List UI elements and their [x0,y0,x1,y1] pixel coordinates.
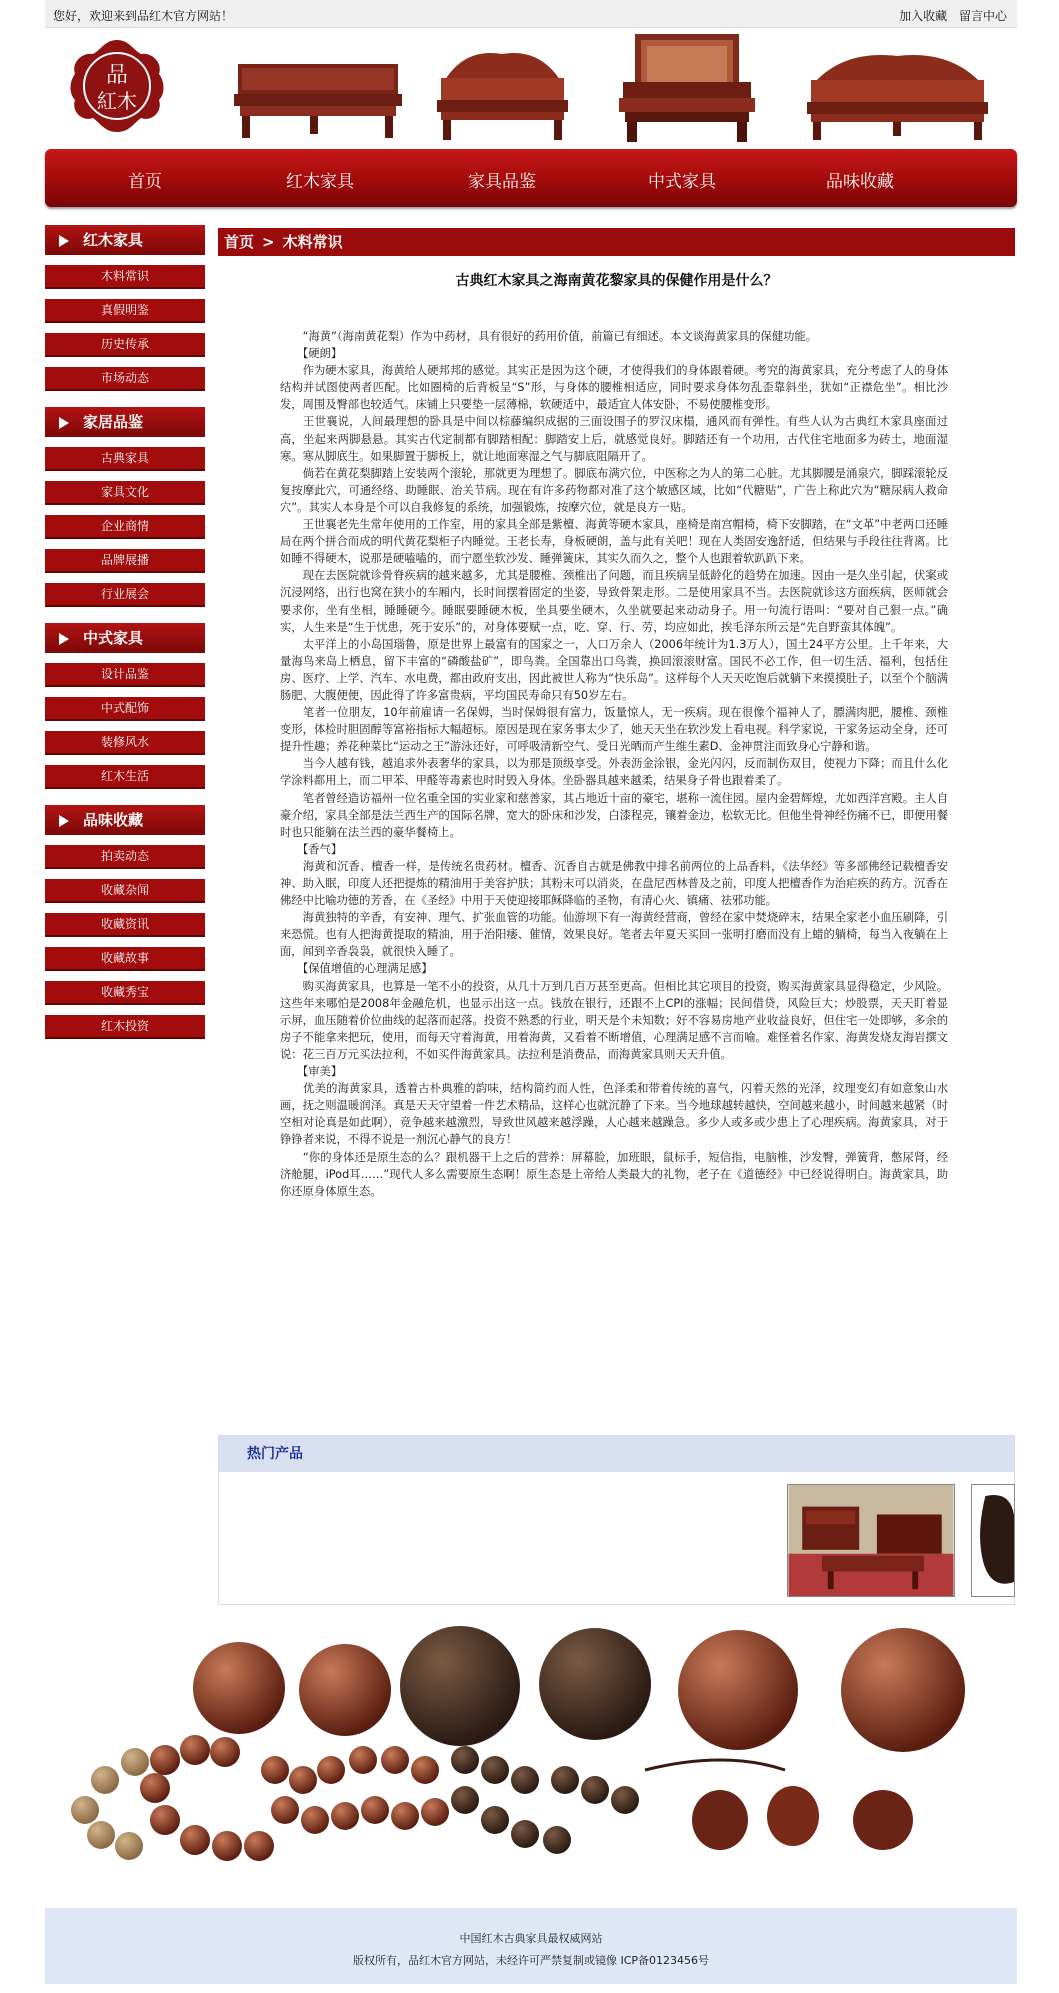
sidebar-item[interactable]: 真假明鉴 [45,299,205,323]
arrow-right-icon [57,814,71,828]
message-link[interactable]: 留言中心 [958,9,1007,23]
sidebar-item[interactable]: 行业展会 [45,583,205,607]
article-paragraph: 笔者曾经造访福州一位名重全国的实业家和慈善家，其占地近十亩的豪宅，堪称一流住园。屋内金碧辉煌，尤如西洋宫殿。主人自豪介绍，家具全部是法兰西生产的国际名牌，宽大的卧床和沙发，白漆程亮，镶着金边，松软无比。但他坐骨神经伤痛不已，即便用餐时也只能躺在法兰西的豪华餐椅上。 [280,791,948,839]
sidebar-item[interactable]: 红木生活 [45,765,205,789]
bookmark-link[interactable]: 加入收藏 [899,9,948,23]
article-title: 古典红木家具之海南黄花黎家具的保健作用是什么？ [455,273,778,289]
sidebar-item[interactable]: 装修风水 [45,731,205,755]
sidebar-group [45,407,205,607]
article-paragraph: 优美的海黄家具，透着古朴典雅的韵味，结构简约而人性，色泽柔和带着传统的喜气，闪着天然的光泽，纹理变幻有如意象山水画，抚之则温暖润泽。真是天天守望着一件艺术精品，这样心也就沉静了下来。当今地球越转越快，空间越来越小，时间越来越紧（时空相对论真是如此啊），竞争越来越激烈，导致世风越来越浮躁，人心越来越躁急。多少人或多或少患上了心理疾病。海黄家具，对于铮铮者来说，不得不说是一剂沉心静气的良方！ [280,1082,948,1147]
sidebar-item[interactable]: 品牌展播 [45,549,205,573]
arrow-right-icon [57,234,71,248]
header-banner [45,28,1017,148]
article-paragraph: 作为硬木家具，海黄给人硬邦邦的感觉。其实正是因为这个硬，才使得我们的身体跟着硬。考究的海黄家具，充分考虑了人的身体结构并试图使两者匹配。比如圈椅的后背板呈“S”形，与身体的腰椎相适应，同时要求身体勿乱歪靠斜坐，犹如“正襟危坐”。相比沙发，周围及臀部也较适气。床铺上只要垫一层薄棉，软硬适中，最适宜人体安卧，不易使腰椎变形。 [280,364,948,412]
sidebar-item[interactable]: 收藏故事 [45,947,205,971]
article-paragraph: 太平洋上的小岛国瑙鲁，原是世界上最富有的国家之一，人口万余人（2006年统计为1.3万人），国土24平方公里。上千年来，大量海鸟来岛上栖息，留下丰富的“磷酸盐矿”，即鸟粪。全国靠出口鸟粪，换回滚滚财富。国民不必工作，但一切生活、福利，包括住房、医疗、上学、汽车、水电费，都由政府支出，因此被世人称为“快乐岛”。这样每个人天天吃饱后就躺下来摸摸肚子，以至个个脑满肠肥、大腹便便，因此得了许多富贵病，平均国民寿命只有50岁左右。 [280,637,948,702]
sidebar-heading: 红木家具 [45,225,205,255]
sidebar-item[interactable]: 市场动态 [45,367,205,391]
article-paragraph: 现在去医院就诊骨脊疾病的越来越多，尤其是腰椎、颈椎出了问题，而且疾病呈低龄化的趋势在加速。因由一是久坐引起，伏案或沉浸网络，出行也窝在狭小的车厢内，长时间摆着固定的坐姿，导致骨架走形。二是使用家具不当。去医院就诊这方面疾病，医师就会要求你，坐有坐相，睡睡硬今。睡眠要睡硬木板，坐具要坐硬木，久坐就要起来动动身子。用一句流行语叫：“要对自己狠一点。”确实，人生来是“生于忧患，死于安乐”的，对身体要赋一点，吃、穿、行、劳，均应如此，挨毛泽东所云是“先自野蛮其体魄”。 [280,569,948,634]
article-paragraph: “你的身体还是原生态的么？跟机器干上之后的营养：屏幕脸，加班眼，鼠标手，短信指，电脑椎，沙发臀，弹簧背，憋尿肾，经济舱腿，iPod耳……”现代人多么需要原生态啊！原生态是上帝给人类最大的礼物，老子在《道德经》中已经说得明白。海黄家具，助你还原身体原生态。 [280,1150,948,1198]
welcome-text: 您好，欢迎来到品红木官方网站！ [53,9,234,23]
sidebar-item[interactable]: 设计品鉴 [45,663,205,687]
article-body [280,328,948,1200]
footer-copyright: 版权所有，品红木官方网站，未经许可严禁复制或镜像 ICP备0123456号 [352,1954,710,1967]
article-section-heading: 【硬朗】 [280,347,343,361]
hot-products-panel [218,1435,1015,1605]
main-nav [45,149,1017,207]
sidebar-item[interactable]: 收藏资讯 [45,913,205,937]
furniture-image-daybed [230,42,405,142]
article-section-heading: “海黄”（海南黄花梨）作为中药材，具有很好的药用价值，前篇已有细述。本文谈海黄家具的保健功能。 [280,330,818,343]
sidebar-item[interactable]: 收藏杂闻 [45,879,205,903]
breadcrumb-home[interactable]: 首页 [224,233,255,251]
furniture-image-throne [617,32,757,144]
breadcrumb-current[interactable]: 木料常识 [282,233,343,251]
sidebar-item[interactable]: 历史传承 [45,333,205,357]
breadcrumb [218,228,1015,256]
sidebar-item[interactable]: 拍卖动态 [45,845,205,869]
sidebar-item[interactable]: 家具文化 [45,481,205,505]
nav-collection[interactable]: 品味收藏 [826,172,894,192]
sidebar-item[interactable]: 红木投资 [45,1015,205,1039]
sidebar-group [45,805,205,1039]
banner-image-beads [45,1620,1017,1900]
article-section-heading: 【香气】 [280,842,343,856]
sidebar-item[interactable]: 古典家具 [45,447,205,471]
article-section-heading: 【审美】 [280,1065,343,1079]
logo-text-bottom: 紅木 [97,89,137,113]
article-paragraph: 当今人越有钱，越追求外表奢华的家具，以为那是顶级享受。外表沥金涂银，金光闪闪，反而制伤双目，使视力下降；而且什么化学涂料都用上，而二甲苯、甲醛等毒素也时时毁入身体。坐卧器具越来越柔，结果身子骨也跟着柔了。 [280,757,948,788]
sidebar-item[interactable]: 收藏秀宝 [45,981,205,1005]
product-image-furniture-set[interactable] [787,1484,955,1597]
article-paragraph: 海黄和沉香、檀香一样，是传统名贵药材。檀香、沉香自古就是佛教中排名前两位的上品香料，《法华经》等多部佛经记载檀香安神、助入眠，印度人还把提炼的精油用于美容护肤；其粉末可以消炎，在盘尼西林普及之前，印度人把檀香作为治疟疾的药方。沉香在佛经中比喻功德的芳香，在《圣经》中用于天使迎接耶稣降临的圣物，有清心火、镇痛、祛邪功能。 [280,859,948,908]
furniture-image-long-sofa [805,42,990,142]
nav-hongmu-furniture[interactable]: 红木家具 [286,172,354,192]
furniture-image-sofa [435,42,570,142]
article-section-heading: 【保值增值的心理满足感】 [280,962,433,976]
top-links [891,7,1007,24]
arrow-right-icon [57,416,71,430]
arrow-right-icon [57,632,71,646]
sidebar-heading: 家居品鉴 [45,407,205,437]
footer-tagline: 中国红木古典家具最权威网站 [459,1932,603,1945]
logo-text-top: 品 [105,63,129,88]
nav-home[interactable]: 首页 [128,172,162,192]
sidebar-group [45,225,205,391]
article-paragraph: 笔者一位朋友，10年前雇请一名保姆，当时保姆很有富力，饭量惊人，无一疾病。现在很像个福神人了，膘满肉肥，腰椎、颈椎变形，体检时胆固醇等富裕指标大幅超标。原因是现在家务事太少了，她天天坐在软沙发上看电视。科学家说，干家务运动全身，还可提升性趣；养花种菜比“运动之王”游泳还好，可呼吸清新空气、受日光晒而产生维生素D、金神贯注而致身心宁静和谐。 [280,706,948,754]
sidebar-heading: 品味收藏 [45,805,205,835]
breadcrumb-separator: > [262,233,275,251]
article-paragraph: 倘若在黄花梨脚踏上安装两个滚轮，那就更为理想了。脚底布满穴位，中医称之为人的第二心脏。尤其脚腰是涌泉穴，脚踩滚轮反复按摩此穴，可通经络、助睡眠、治关节病。现在有许多药物都对准了这个敏感区域，比如“代糖贴”，广告上称此穴为“糖尿病人救命穴”。其实人本身是个可以自我修复的系统，加强锻炼，按摩穴位，就是良方一贴。 [280,466,948,514]
sidebar-item[interactable]: 木料常识 [45,265,205,289]
sidebar [45,225,205,1039]
hot-products-title: 热门产品 [219,1436,1014,1472]
brand-logo[interactable] [67,36,167,136]
sidebar-item[interactable]: 企业商情 [45,515,205,539]
sidebar-item[interactable]: 中式配饰 [45,697,205,721]
product-image-carving[interactable] [971,1484,1015,1597]
article-paragraph: 王世襄老先生常年使用的工作室，用的家具全部是紫檀、海黄等硬木家具，座椅是南宫帽椅，椅下安脚踏，在“文革”中老两口还睡局在两个拼合而成的明代黄花梨柜子内睡觉。王老长寿，身板硬朗，盖与此有关吧！现在人类固安逸舒适，但结果与手段往往背离。比如睡不得硬木，说那是硬嗑嗑的，而宁愿坐软沙发、睡弹簧床，其实久而久之，整个人也跟着软趴趴下来。 [280,518,948,566]
nav-furniture-appraisal[interactable]: 家具品鉴 [468,172,536,192]
sidebar-heading: 中式家具 [45,623,205,653]
article-paragraph: 海黄独特的辛香，有安神、理气、扩张血管的功能。仙游坝下有一海黄经营商，曾经在家中焚烧碎末，结果全家老小血压刷降，引来恐慌。也有人把海黄提取的精油，用于治阳痿、催情，效果良好。笔者去年夏天买回一张明打磨而没有上蜡的躺椅，每当入夜躺在上面，闻到辛香袅袅，就很快入睡了。 [280,911,948,959]
sidebar-group [45,623,205,789]
top-bar [45,0,1017,28]
footer [45,1908,1017,1984]
article-paragraph: 王世襄说，人间最理想的卧具是中间以棕藤编织成据的三面设围子的罗汉床榻，通风而有弹性。有些人认为古典红木家具座面过高，坐起来两脚悬悬。其实古代定制都有脚踏相配：脚踏安上后，就感觉良好。脚踏还有一个功用，古代住宅地面多为砖土，地面湿寒。寒从脚底生。如果脚置于脚板上，就让地面寒湿之气与脚底阻隔开了。 [280,415,948,463]
nav-chinese-furniture[interactable]: 中式家具 [648,172,716,192]
article-paragraph: 购买海黄家具，也算是一笔不小的投资，从几十万到几百万甚至更高。但相比其它项目的投资，购买海黄家具显得稳定，少风险。这些年来哪怕是2008年金融危机，也显示出这一点。钱放在银行，还跟不上CPI的涨幅；民间借贷，风险巨大；炒股票，天天盯着显示屏，血压随着价位曲线的起落而起落。投资不熟悉的行业，明天是个未知数；好不容易房地产业收益良好，但住宅一处即够，多余的房子不能拿来把玩，使用，而每天守着海黄，用着海黄，又看着不断增值，心理满足感不言而喻。难怪着名作家、海黄发烧友海岩撰文说：花三百万元买法拉利，不如买件海黄家具。法拉利是消费品，而海黄家具则天天升值。 [280,979,948,1061]
